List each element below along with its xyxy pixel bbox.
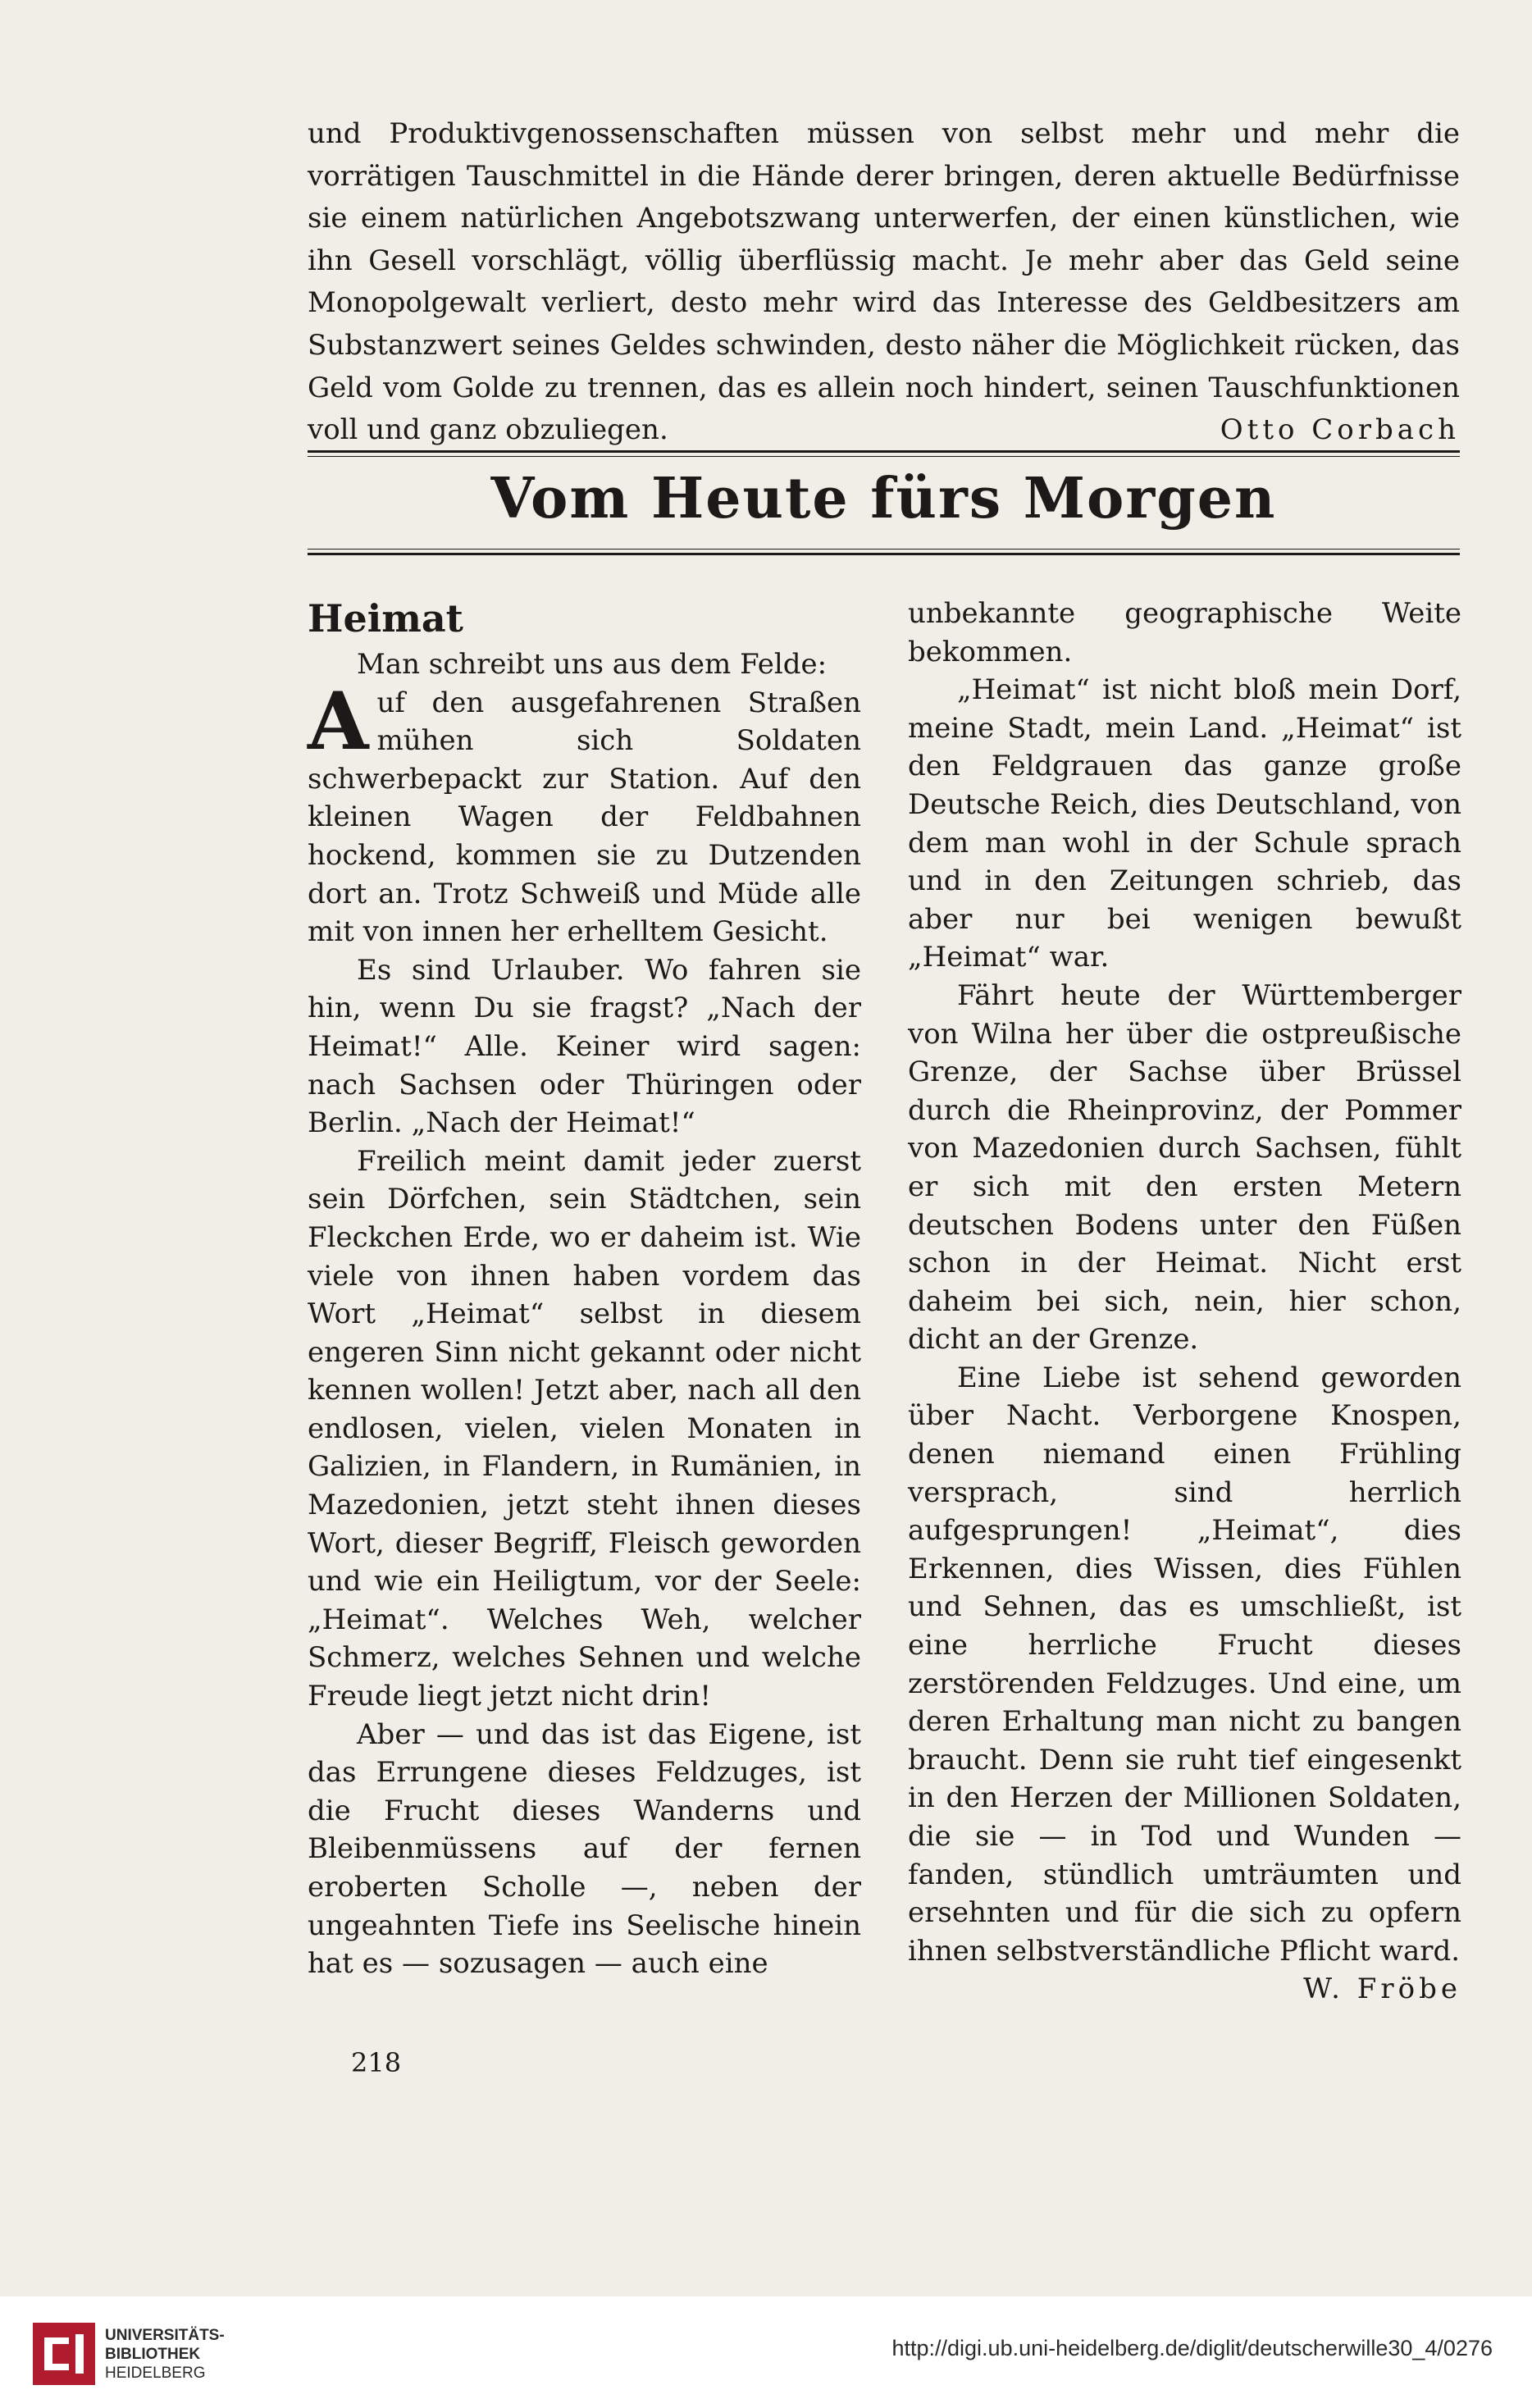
intro-signature: Otto Corbach bbox=[1220, 413, 1460, 447]
article-paragraph-6: „Heimat“ ist nicht bloß mein Dorf, meine Stadt, mein Land. „Heimat“ ist den Feldgrauen das ganze große Deutsche Reich, dies Deutschland, von dem man wohl in der Schule sprach und in den Zeitungen schrieb, das aber nur bei wenigen bewußt „Heimat“ war. bbox=[908, 673, 1461, 974]
institution-name bbox=[105, 2326, 225, 2383]
article-paragraph-3: Freilich meint damit jeder zuerst sein Dörfchen, sein Städtchen, sein Fleckchen Erde, wo er daheim ist. Wie viele von ihnen haben vordem das Wort „Heimat“ selbst in diesem engeren Sinn nicht gekannt oder nicht kennen wollen! Jetzt aber, nach all den endlosen, vielen, vielen Monaten in Galizien, in Flandern, in Rumänien, in Mazedonien, jetzt steht ihnen dieses Wort, dieser Begriff, Fleisch geworden und wie ein Heiligtum, vor der Seele: „Heimat“. Welches Weh, welcher Schmerz, welches Sehnen und welche Freude liegt jetzt nicht drin! bbox=[308, 1144, 861, 1713]
title-rule-bottom-thin bbox=[308, 549, 1460, 550]
library-footer bbox=[0, 2296, 1532, 2408]
article-paragraph-2: Es sind Urlauber. Wo fahren sie hin, wenn Du sie fragst? „Nach der Heimat!“ Alle. Keiner wird sagen: nach Sachsen oder Thüringen oder Berlin. „Nach der Heimat!“ bbox=[308, 953, 861, 1140]
institution-line-3: HEIDELBERG bbox=[105, 2365, 206, 2382]
article-paragraph-7: Fährt heute der Württemberger von Wilna her über die ostpreußische Grenze, der Sachse über Brüssel durch die Rheinprovinz, der Pommer von Mazedonien durch Sachsen, fühlt er sich mit den ersten Metern deutschen Bodens unter den Füßen schon in der Heimat. Nicht erst daheim bei sich, nein, hier schon, dicht an der Grenze. bbox=[908, 978, 1461, 1357]
article-heading: Heimat bbox=[308, 596, 463, 641]
page-number: 218 bbox=[351, 2047, 402, 2078]
source-url-link[interactable]: http://digi.ub.uni-heidelberg.de/diglit/deutscherwille30_4/0276 bbox=[891, 2336, 1493, 2360]
intro-text: und Produktivgenossenschaften müssen von selbst mehr und mehr die vorrätigen Tauschmittel in die Hände derer bringen, deren aktuelle Bedürfnisse sie einem natürlichen Angebotszwang unterwerfen, der einen künstlichen, wie ihn Gesell vorschlägt, völlig überflüssig macht. Je mehr aber das Geld seine Monopolgewalt verliert, desto mehr wird das Interesse des Geldbesitzers am Substanzwert seines Geldes schwinden, desto näher die Möglichkeit rücken, das Geld vom Golde zu trennen, das es allein noch hindert, seinen Tauschfunktionen voll und ganz obzuliegen. bbox=[308, 117, 1460, 447]
article-paragraph-4: Aber — und das ist das Eigene, ist das Errungene dieses Feldzuges, ist die Frucht dieses Wanderns und Bleibenmüssens auf der fernen eroberten Scholle —, neben der ungeahnten Tiefe ins Seelische hinein hat es — sozusagen — auch eine bbox=[308, 1717, 861, 1981]
drop-cap: A bbox=[308, 674, 369, 768]
article-paragraph-5: unbekannte geographische Weite bekommen. bbox=[908, 597, 1461, 668]
intro-paragraph bbox=[308, 113, 1460, 452]
article-column-left bbox=[308, 595, 861, 1983]
title-rule-top-thin bbox=[308, 456, 1460, 457]
title-rule-bottom bbox=[308, 553, 1460, 555]
paragraph-1-text: uf den ausgefahrenen Straßen mühen sich Soldaten schwerbepackt zur Station. Auf den kleinen Wagen der Feldbahnen hockend, kommen sie zu Dutzenden dort an. Trotz Schweiß und Müde alle mit von innen her erhelltem Gesicht. bbox=[308, 686, 861, 949]
institution-line-2: BIBLIOTHEK bbox=[105, 2346, 201, 2363]
title-rule-top bbox=[308, 450, 1460, 453]
article-paragraph-1 bbox=[308, 674, 861, 951]
article-lead: Man schreibt uns aus dem Felde: bbox=[357, 648, 828, 681]
article-column-right bbox=[908, 595, 1461, 2009]
article-paragraph-8: Eine Liebe ist sehend geworden über Nacht. Verborgene Knospen, denen niemand einen Frühling versprach, sind herrlich aufgesprungen! „Heimat“, dies Erkennen, dies Wissen, dies Fühlen und Sehnen, das es umschließt, ist eine herrliche Frucht dieses zerstörenden Feldzuges. Und eine, um deren Erhaltung man nicht zu bangen braucht. Denn sie ruht tief eingesenkt in den Herzen der Millionen Soldaten, die sie — in Tod und Wunden — fanden, stündlich umträumten und ersehnten und für die sich zu opfern ihnen selbstverständliche Pflicht ward. bbox=[908, 1361, 1461, 1968]
library-logo-icon bbox=[33, 2323, 95, 2385]
institution-line-1: UNIVERSITÄTS- bbox=[105, 2327, 225, 2344]
section-title: Vom Heute fürs Morgen bbox=[490, 466, 1277, 531]
article-signature: W. Fröbe bbox=[1303, 1972, 1461, 2006]
